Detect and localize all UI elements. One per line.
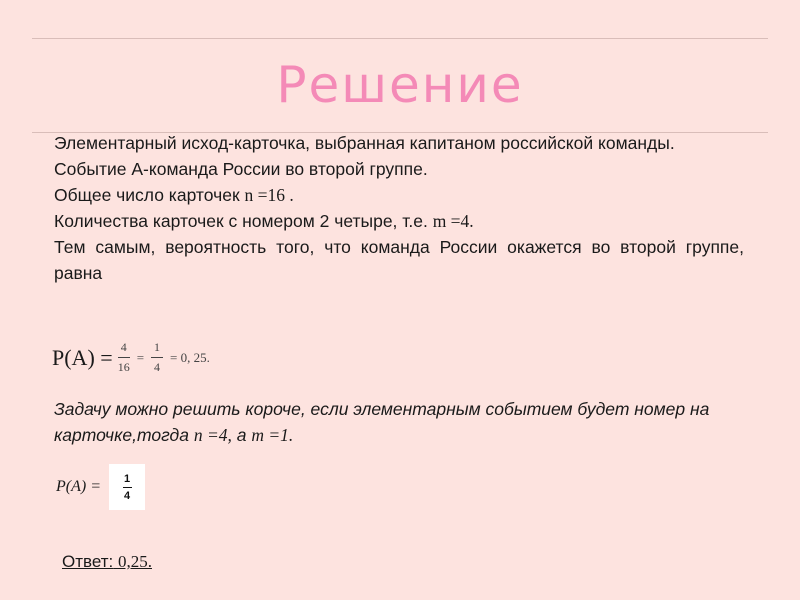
fraction-denominator: 4 xyxy=(154,360,161,374)
fraction-denominator: 4 xyxy=(123,489,131,502)
fraction-4-16 xyxy=(118,340,130,375)
alternative-solution-note xyxy=(54,396,754,448)
fraction-bar xyxy=(151,357,163,358)
slide-title: Решение xyxy=(276,56,524,114)
favorable-cards-text: Количества карточек с номером 2 четыре, т.е. xyxy=(54,211,428,231)
equals-sign: = xyxy=(136,349,145,365)
fraction-box xyxy=(109,464,145,510)
note-math-n: n =4, xyxy=(193,425,232,445)
top-divider xyxy=(32,38,768,39)
favorable-cards-math: m =4. xyxy=(432,211,474,231)
total-cards-line xyxy=(54,182,744,208)
probability-intro-text: Тем самым, вероятность того, что команда России окажется во второй группе, равна xyxy=(54,237,744,283)
short-probability-formula xyxy=(56,464,145,510)
formula-lhs: P(A) = xyxy=(52,344,113,370)
event-text: Событие А-команда России во второй группе. xyxy=(54,159,428,179)
fraction-denominator: 16 xyxy=(117,360,130,374)
fraction-1-4-box xyxy=(123,473,132,502)
fraction-numerator: 1 xyxy=(123,472,131,485)
answer-label: Ответ: xyxy=(62,552,114,571)
note-math-m: m =1. xyxy=(251,425,294,445)
fraction-bar xyxy=(118,357,130,358)
elementary-outcome-text: Элементарный исход-карточка, выбранная капитаном российской команды. xyxy=(54,133,675,153)
answer xyxy=(62,552,152,572)
favorable-cards-line xyxy=(54,208,744,234)
total-cards-text: Общее число карточек xyxy=(54,185,240,205)
note-text: Задачу можно решить короче, если элементарным событием будет номер на карточке,тогда xyxy=(54,399,710,445)
fraction-numerator: 4 xyxy=(120,340,127,354)
solution-text xyxy=(54,130,744,286)
probability-formula xyxy=(52,340,212,375)
total-cards-math: n =16 . xyxy=(244,185,294,205)
fraction-1-4 xyxy=(151,340,163,375)
formula-result: = 0, 25. xyxy=(170,349,210,365)
short-formula-lhs: P(A) = xyxy=(56,478,101,495)
fraction-bar xyxy=(123,487,132,488)
note-conjunction: а xyxy=(236,425,247,445)
answer-value: 0,25. xyxy=(117,552,152,571)
fraction-numerator: 1 xyxy=(154,340,161,354)
